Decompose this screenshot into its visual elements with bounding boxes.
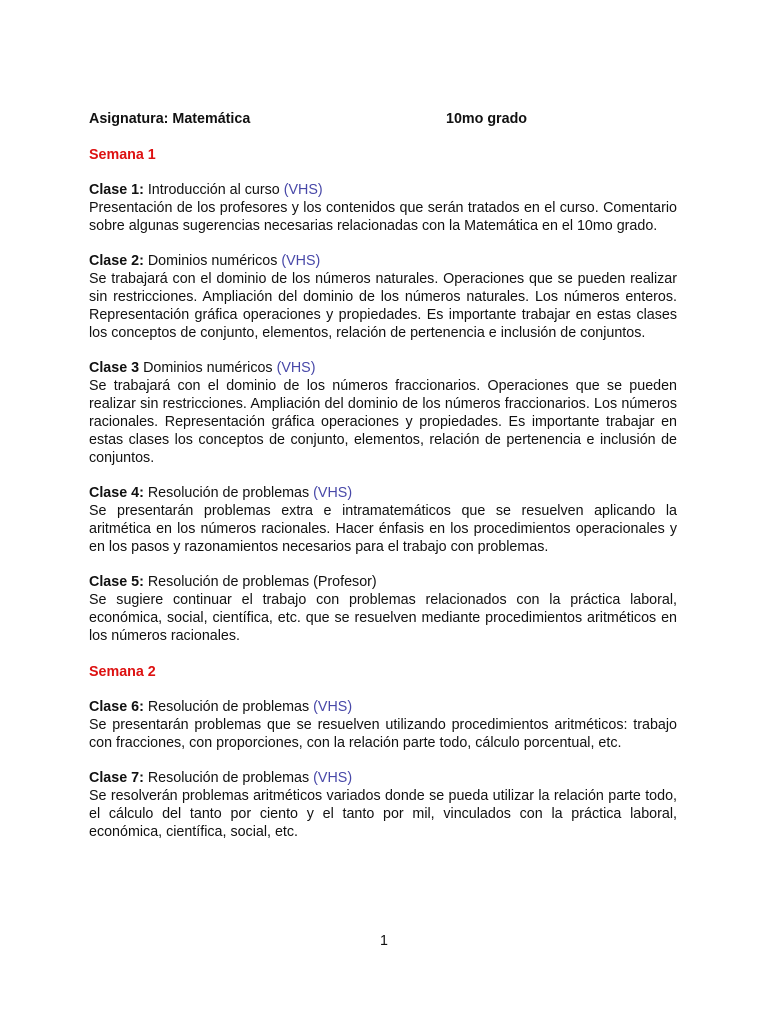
clase-description: Se trabajará con el dominio de los números naturales. Operaciones que se pueden realizar sin restricciones. Ampliación del dominio de los números naturales. Los números enteros. Representación gráfica operaciones y propiedades. Es importante trabajar en estas clases los conceptos de conjunto, elementos, relación de pertenencia e inclusión de conjuntos. <box>89 271 677 341</box>
clase-topic: Dominios numéricos <box>143 360 273 376</box>
week-heading: Semana 1 <box>89 147 156 163</box>
clase-label: Clase 6: <box>89 699 144 715</box>
clase-title <box>89 181 677 199</box>
clase-label: Clase 3 <box>89 360 140 376</box>
clase-tag: (VHS) <box>281 253 321 269</box>
clase-topic: Resolución de problemas (Profesor) <box>147 574 377 590</box>
clase-description: Se presentarán problemas que se resuelven utilizando procedimientos aritméticos: trabajo con fracciones, con proporciones, con la relación parte todo, cálculo porcentual, etc. <box>89 717 677 751</box>
clase-block <box>89 181 677 235</box>
clase-block <box>89 698 677 752</box>
clase-block <box>89 252 677 342</box>
clase-label: Clase 4: <box>89 485 144 501</box>
clase-block <box>89 573 677 645</box>
clase-title <box>89 698 677 716</box>
clase-topic: Resolución de problemas <box>147 770 310 786</box>
clase-block <box>89 484 677 556</box>
subject-title: Asignatura: Matemática <box>89 111 251 127</box>
clase-description: Se resolverán problemas aritméticos variados donde se pueda utilizar la relación parte todo, el cálculo del tanto por ciento y el tanto por mil, vinculados con la práctica laboral, económica, científica, social, etc. <box>89 788 677 840</box>
document-header <box>89 110 677 128</box>
clase-description: Se trabajará con el dominio de los números fraccionarios. Operaciones que se pueden realizar sin restricciones. Ampliación del dominio de los números fraccionarios. Los números racionales. Representación gráfica operaciones y propiedades. Es importante trabajar en estas clases los conceptos de conjunto, elementos, relación de pertenencia e inclusión de conjuntos. <box>89 378 677 466</box>
clase-tag: (VHS) <box>283 182 323 198</box>
clase-topic: Resolución de problemas <box>147 485 310 501</box>
clase-label: Clase 1: <box>89 182 144 198</box>
clase-title <box>89 252 677 270</box>
clase-tag: (VHS) <box>313 770 353 786</box>
clase-description: Se sugiere continuar el trabajo con problemas relacionados con la práctica laboral, económica, social, científica, etc. que se resuelven mediante procedimientos aritméticos en los números racionales. <box>89 592 677 644</box>
week-heading: Semana 2 <box>89 664 156 680</box>
clase-block <box>89 769 677 841</box>
clase-tag: (VHS) <box>276 360 316 376</box>
clase-description: Se presentarán problemas extra e intramatemáticos que se resuelven aplicando la aritmética en los números racionales. Hacer énfasis en los procedimientos operacionales y en los pasos y razonamientos necesarios para el trabajo con problemas. <box>89 503 677 555</box>
clase-tag: (VHS) <box>313 485 353 501</box>
page-number: 1 <box>380 933 388 949</box>
clase-title <box>89 484 677 502</box>
clase-label: Clase 7: <box>89 770 144 786</box>
clase-title <box>89 573 677 591</box>
clase-label: Clase 5: <box>89 574 144 590</box>
document-content <box>89 110 677 841</box>
clase-block <box>89 359 677 467</box>
grade-label: 10mo grado <box>446 111 528 127</box>
clase-topic: Introducción al curso <box>147 182 280 198</box>
clase-title <box>89 769 677 787</box>
clase-title <box>89 359 677 377</box>
clase-topic: Resolución de problemas <box>147 699 310 715</box>
clase-topic: Dominios numéricos <box>147 253 278 269</box>
clase-description: Presentación de los profesores y los contenidos que serán tratados en el curso. Comentario sobre algunas sugerencias necesarias relacionadas con la Matemática en el 10mo grado. <box>89 200 677 234</box>
clase-tag: (VHS) <box>313 699 353 715</box>
clase-label: Clase 2: <box>89 253 144 269</box>
